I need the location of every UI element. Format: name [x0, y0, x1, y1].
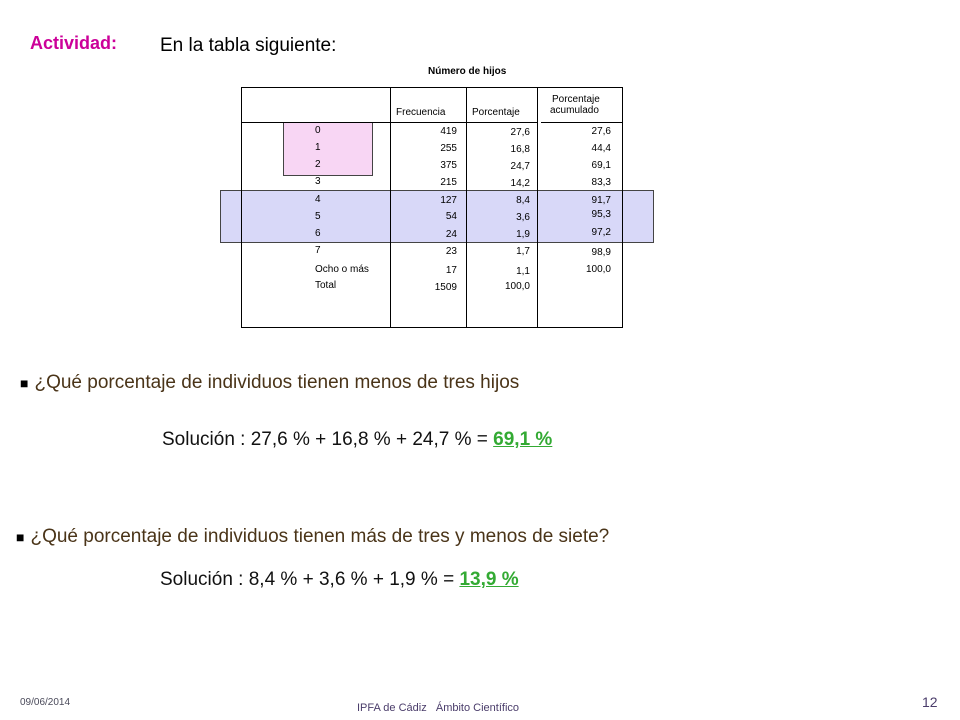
- row-cum: 91,7: [591, 195, 611, 206]
- table-top-border: [241, 87, 537, 88]
- row-cum: 27,6: [591, 126, 611, 137]
- header-porcentaje-acum: Porcentaje: [552, 94, 600, 105]
- row-cum: 100,0: [585, 264, 611, 275]
- solution-1: [162, 429, 552, 451]
- row-freq: 17: [445, 265, 457, 276]
- row-pct: 14,2: [510, 178, 530, 189]
- row-cum: 97,2: [591, 227, 611, 238]
- question-1-text: ¿Qué porcentaje de individuos tienen menos de tres hijos: [34, 372, 520, 393]
- row-label: 2: [315, 159, 321, 170]
- table-left-border: [241, 87, 242, 328]
- question-2-text: ¿Qué porcentaje de individuos tienen más de tres y menos de siete?: [30, 526, 610, 547]
- row-label: 0: [315, 125, 321, 136]
- col-divider-2: [466, 87, 467, 328]
- row-label: 1: [315, 142, 321, 153]
- row-freq: 255: [440, 143, 457, 154]
- row-cum: 83,3: [591, 177, 611, 188]
- row-pct: 1,7: [516, 246, 530, 257]
- row-freq: 215: [440, 177, 457, 188]
- table-title: Número de hijos: [428, 66, 507, 77]
- question-2: [16, 526, 609, 548]
- row-label: 7: [315, 245, 321, 256]
- cum-right-border: [622, 87, 623, 328]
- header-porcentaje: Porcentaje: [472, 107, 520, 118]
- row-freq: 23: [445, 246, 457, 257]
- cum-top-border: [537, 87, 622, 88]
- table-bottom-border: [241, 327, 537, 328]
- row-cum: 69,1: [591, 160, 611, 171]
- solution-2-label: Solución: [160, 569, 233, 590]
- row-label: 4: [315, 194, 321, 205]
- row-pct: 1,9: [516, 229, 530, 240]
- highlight-rows-0-2: [283, 122, 373, 176]
- bullet-icon: ■: [20, 375, 29, 391]
- footer-date: 09/06/2014: [20, 697, 71, 708]
- solution-2-answer: 13,9 %: [459, 569, 519, 590]
- row-cum: 98,9: [591, 247, 611, 258]
- row-pct: 3,6: [516, 212, 530, 223]
- row-freq: 127: [440, 195, 457, 206]
- cum-header-divider: [541, 122, 622, 123]
- activity-label: Actividad:: [30, 33, 118, 53]
- row-pct: 100,0: [504, 281, 530, 292]
- row-freq: 419: [440, 126, 457, 137]
- row-label: Ocho o más: [315, 264, 369, 275]
- row-label: Total: [315, 280, 337, 291]
- col-divider-1: [390, 87, 391, 328]
- solution-1-expression: : 27,6 % + 16,8 % + 24,7 % =: [240, 429, 488, 450]
- row-pct: 24,7: [510, 161, 530, 172]
- bullet-icon: ■: [16, 529, 25, 545]
- intro-text: En la tabla siguiente:: [160, 35, 337, 56]
- solution-1-answer: 69,1 %: [493, 429, 553, 450]
- row-pct: 8,4: [516, 195, 530, 206]
- row-label: 3: [315, 176, 321, 187]
- row-freq: 375: [440, 160, 457, 171]
- row-pct: 16,8: [510, 144, 530, 155]
- question-1: [20, 372, 519, 394]
- col-divider-3: [537, 87, 538, 328]
- row-label: 5: [315, 211, 321, 222]
- row-label: 6: [315, 228, 321, 239]
- solution-2: [160, 569, 519, 591]
- row-freq: 1509: [434, 282, 457, 293]
- header-frecuencia: Frecuencia: [396, 107, 446, 118]
- row-pct: 27,6: [510, 127, 530, 138]
- header-acumulado: acumulado: [550, 105, 599, 116]
- row-cum: 95,3: [591, 209, 611, 220]
- header-divider: [241, 122, 537, 123]
- page-number: 12: [922, 694, 938, 710]
- row-cum: 44,4: [591, 143, 611, 154]
- row-pct: 1,1: [516, 266, 530, 277]
- solution-2-expression: : 8,4 % + 3,6 % + 1,9 % =: [238, 569, 455, 590]
- row-freq: 54: [445, 211, 457, 222]
- row-freq: 24: [445, 229, 457, 240]
- cum-bottom-border: [537, 327, 622, 328]
- footer-center-text: IPFA de Cádiz Ámbito Científico: [357, 702, 520, 714]
- solution-1-label: Solución: [162, 429, 235, 450]
